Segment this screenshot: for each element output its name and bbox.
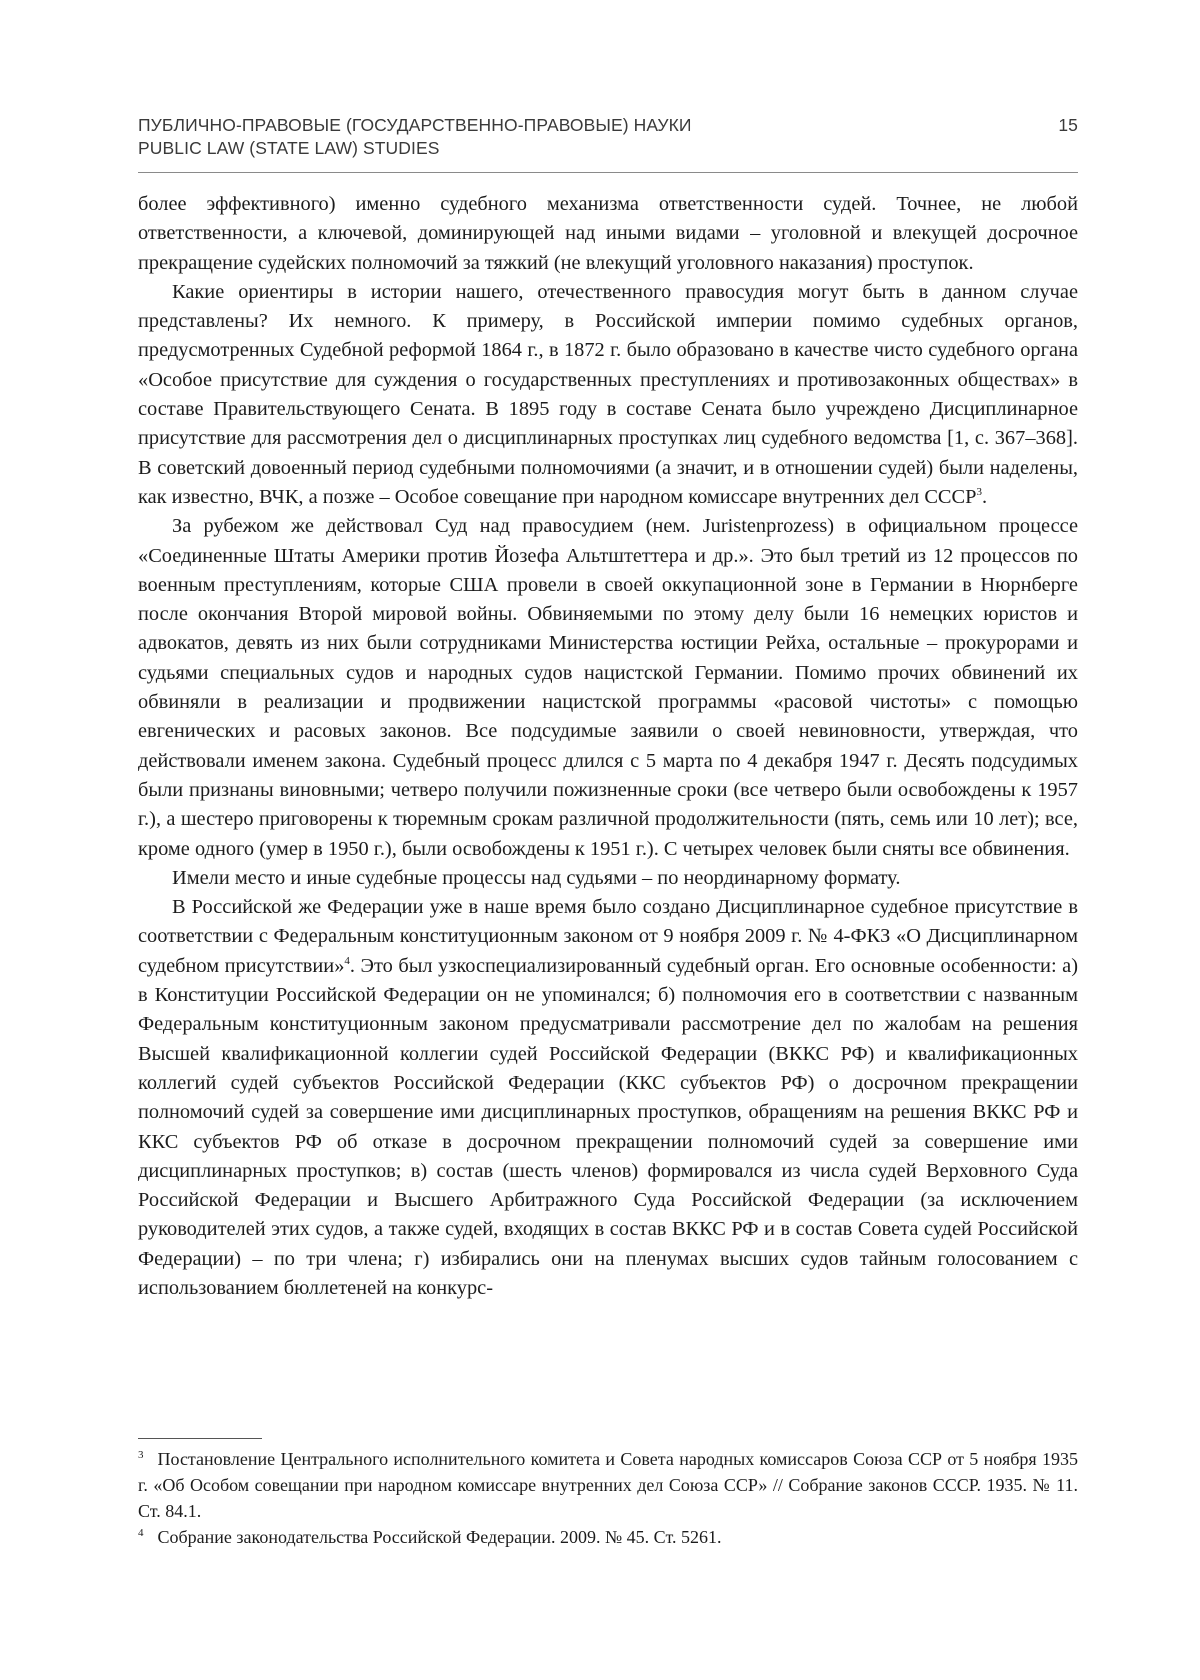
running-header — [138, 114, 1078, 160]
footnote-number: 4 — [138, 1527, 144, 1539]
footnotes — [138, 1446, 1078, 1550]
footnote-text: Собрание законодательства Российской Федерации. 2009. № 45. Ст. 5261. — [157, 1527, 722, 1547]
header-divider — [138, 172, 1078, 173]
paragraph-2 — [138, 278, 1078, 512]
main-text — [138, 190, 1078, 1303]
paragraph-5 — [138, 893, 1078, 1303]
header-title-ru: ПУБЛИЧНО-ПРАВОВЫЕ (ГОСУДАРСТВЕННО-ПРАВОВЫЕ) НАУКИ — [138, 115, 692, 135]
paragraph-2-text: Какие ориентиры в истории нашего, отечественного правосудия могут быть в данном случае представлены? Их немного. К примеру, в Российской империи помимо судебных органов, предусмотренных Судебной реформой 1864 г., в 1872 г. было образовано в качестве чисто судебного органа «Особое присутствие для суждения о государственных преступлениях и противозаконных обществах» в составе Правительствующего Сената. В 1895 году в составе Сената было учреждено Дисциплинарное присутствие для рассмотрения дел о дисциплинарных проступках лиц судебного ведомства [1, с. 367–368]. В советский довоенный период судебными полномочиями (а значит, и в отношении судей) были наделены, как известно, ВЧК, а позже – Особое совещание при народном комиссаре внутренних дел СССР — [138, 280, 1078, 508]
paragraph-4: Имели место и иные судебные процессы над судьями – по неординарному формату. — [172, 866, 901, 889]
page-number: 15 — [1058, 115, 1078, 135]
footnote-4 — [138, 1524, 1078, 1550]
paragraph-5-text-a: В Российской же Федерации уже в наше время было создано Дисциплинарное судебное присутствие в соответствии с Федеральным конституционным законом от 9 ноября 2009 г. № 4-ФКЗ «О Дисциплинарном судебном присутствии» — [138, 896, 1078, 977]
header-title-en: PUBLIC LAW (STATE LAW) STUDIES — [138, 138, 440, 158]
footnote-ref-4[interactable]: 4 — [344, 954, 350, 967]
paragraph-5-text-b: . Это был узкоспециализированный судебный орган. Его основные особенности: а) в Конституции Российской Федерации он не упоминался; б) полномочия его в соответствии с названным Федеральным конституционным законом предусматривали рассмотрение дел по жалобам на решения Высшей квалификационной коллегии судей Российской Федерации (ВККС РФ) и квалификационных коллегий судей субъектов Российской Федерации (ККС субъектов РФ) о досрочном прекращении полномочий судей за совершение ими дисциплинарных проступков, обращениям на решения ВККС РФ и ККС субъектов РФ об отказе в досрочном прекращении полномочий судей за совершение ими дисциплинарных проступков; в) состав (шесть членов) формировался из числа судей Верховного Суда Российской Федерации и Высшего Арбитражного Суда Российской Федерации (за исключением руководителей этих судов, а также судей, входящих в состав ВККС РФ и в состав Совета судей Российской Федерации) – по три члена; г) избирались они на пленумах высших судов тайным голосованием с использованием бюллетеней на конкурс- — [138, 954, 1078, 1299]
footnote-number: 3 — [138, 1449, 144, 1461]
footnote-divider — [138, 1438, 262, 1439]
paragraph-2-end: . — [981, 485, 988, 508]
footnote-text: Постановление Центрального исполнительного комитета и Совета народных комиссаров Союза ССР от 5 ноября 1935 г. «Об Особом совещании при народном комиссаре внутренних дел Союза ССР» // Собрание законов СССР. 1935. № 11. Ст. 84.1. — [138, 1449, 1078, 1521]
footnote-ref-3[interactable]: 3 — [976, 486, 982, 499]
paragraph-1: более эффективного) именно судебного механизма ответственности судей. Точнее, не любой ответственности, а ключевой, доминирующей над иными видами – уголовной и влекущей досрочное прекращение судейских полномочий за тяжкий (не влекущий уголовного наказания) проступок. — [138, 193, 1078, 274]
footnote-3 — [138, 1446, 1078, 1524]
paragraph-3: За рубежом же действовал Суд над правосудием (нем. Juristenprozess) в официальном процессе «Соединенные Штаты Америки против Йозефа Альтштеттера и др.». Это был третий из 12 процессов по военным преступлениям, которые США провели в своей оккупационной зоне в Германии в Нюрнберге после окончания Второй мировой войны. Обвиняемыми по этому делу были 16 немецких юристов и адвокатов, девять из них были сотрудниками Министерства юстиции Рейха, остальные – прокурорами и судьями специальных судов и народных судов нацистской Германии. Помимо прочих обвинений их обвиняли в реализации и продвижении нацистской программы «расовой чистоты» с помощью евгенических и расовых законов. Все подсудимые заявили о своей невиновности, утверждая, что действовали именем закона. Судебный процесс длился с 5 марта по 4 декабря 1947 г. Десять подсудимых были признаны виновными; четверо получили пожизненные сроки (все четверо были освобождены к 1957 г.), а шестеро приговорены к тюремным срокам различной продолжительности (пять, семь или 10 лет); все, кроме одного (умер в 1950 г.), были освобождены к 1951 г.). С четырех человек были сняты все обвинения. — [138, 515, 1078, 860]
